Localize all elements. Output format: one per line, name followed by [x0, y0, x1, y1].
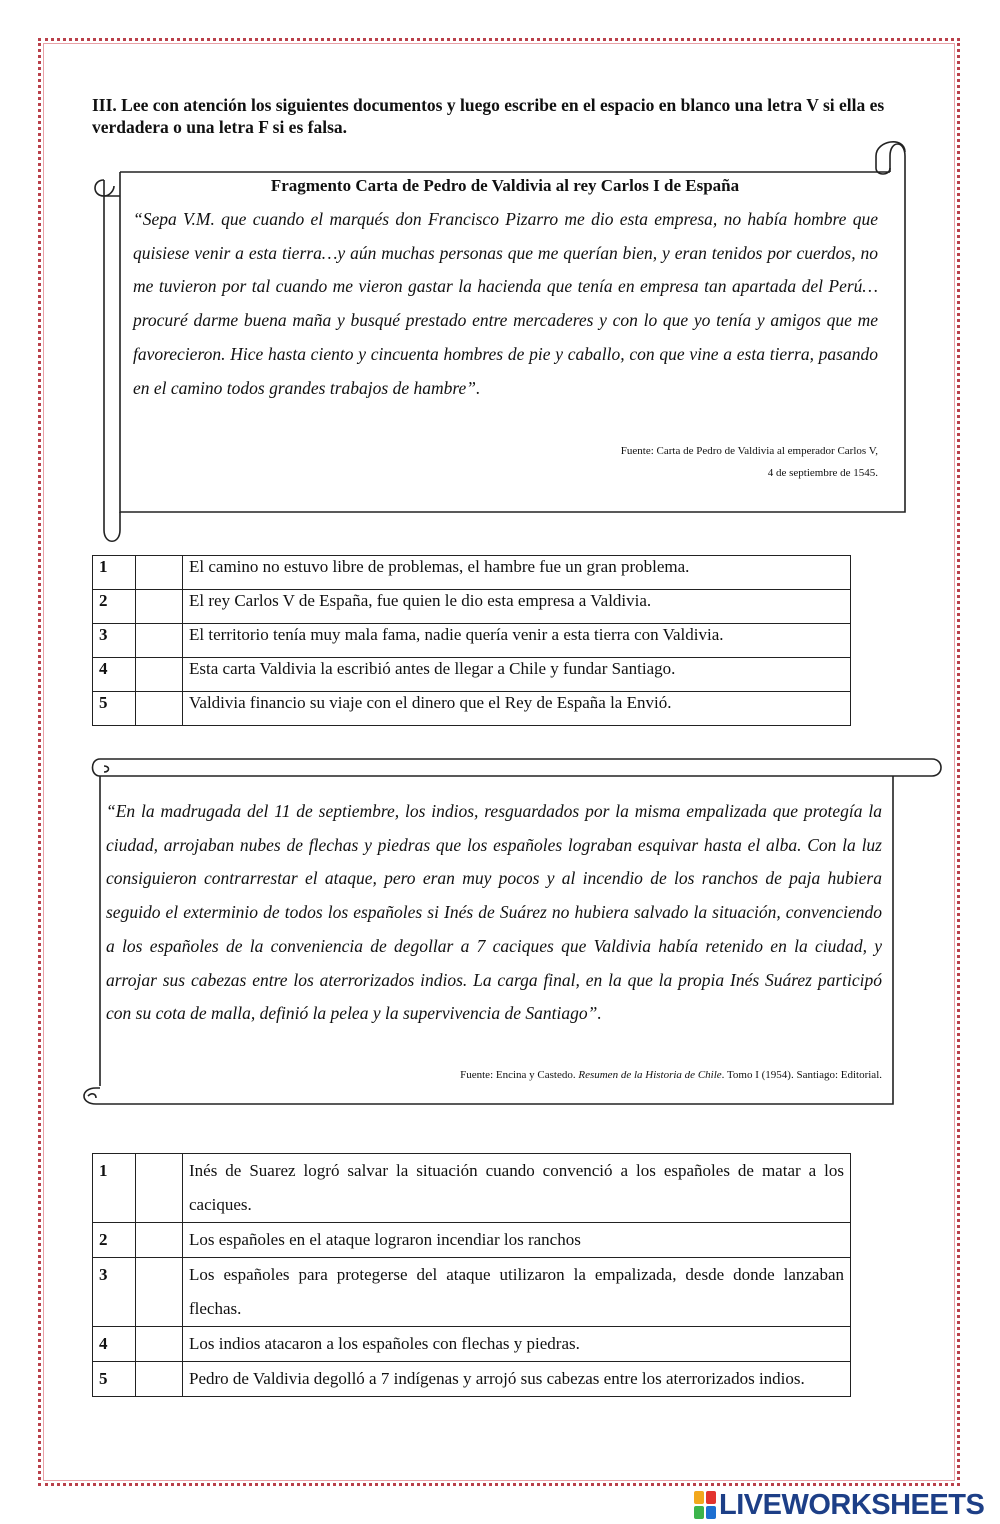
- row-number: 2: [93, 1223, 136, 1258]
- answer-blank[interactable]: [136, 590, 183, 624]
- logo-square: [694, 1491, 704, 1504]
- answer-blank[interactable]: [136, 556, 183, 590]
- answer-blank[interactable]: [136, 1258, 183, 1327]
- logo-mark-icon: [694, 1491, 716, 1519]
- logo-square: [706, 1506, 716, 1519]
- statement: El rey Carlos V de España, fue quien le dio esta empresa a Valdivia.: [183, 590, 851, 624]
- liveworksheets-logo: [694, 1488, 984, 1522]
- row-number: 2: [93, 590, 136, 624]
- true-false-table-2: [92, 1153, 851, 1397]
- document1-title: Fragmento Carta de Pedro de Valdivia al rey Carlos I de España: [270, 176, 740, 195]
- table-row: [93, 692, 851, 726]
- statement: Los indios atacaron a los españoles con flechas y piedras.: [183, 1327, 851, 1362]
- table-row: [93, 1327, 851, 1362]
- table-row: [93, 590, 851, 624]
- row-number: 3: [93, 1258, 136, 1327]
- statement: Los españoles en el ataque lograron incendiar los ranchos: [183, 1223, 851, 1258]
- instructions-heading: III. Lee con atención los siguientes documentos y luego escribe en el espacio en blanco una letra V si ella es verdadera o una letra F si es falsa.: [92, 95, 885, 137]
- answer-blank[interactable]: [136, 1362, 183, 1397]
- statement: Pedro de Valdivia degolló a 7 indígenas y arrojó sus cabezas entre los aterrorizados indios.: [183, 1362, 851, 1397]
- document1-source-line2: 4 de septiembre de 1545.: [767, 467, 878, 479]
- table-row: [93, 1223, 851, 1258]
- row-number: 4: [93, 1327, 136, 1362]
- answer-blank[interactable]: [136, 692, 183, 726]
- table-row: [93, 1258, 851, 1327]
- row-number: 5: [93, 1362, 136, 1397]
- statement: Valdivia financio su viaje con el dinero que el Rey de España la Envió.: [183, 692, 851, 726]
- document2-source-title: Resumen de la Historia de Chile: [578, 1069, 722, 1081]
- row-number: 3: [93, 624, 136, 658]
- statement: El territorio tenía muy mala fama, nadie quería venir a esta tierra con Valdivia.: [183, 624, 851, 658]
- row-number: 1: [93, 1154, 136, 1223]
- document2-source-prefix: Fuente: Encina y Castedo.: [460, 1069, 579, 1081]
- statement: Inés de Suarez logró salvar la situación cuando convenció a los españoles de matar a los caciques.: [183, 1154, 851, 1223]
- document1-source-line1: Fuente: Carta de Pedro de Valdivia al emperador Carlos V,: [620, 445, 878, 457]
- row-number: 4: [93, 658, 136, 692]
- true-false-table-1: [92, 555, 851, 726]
- logo-text: LIVEWORKSHEETS: [719, 1488, 985, 1521]
- document2-quote: “En la madrugada del 11 de septiembre, los indios, resguardados por la misma empalizada que protegía la ciudad, arrojaban nubes de flechas y piedras que los españoles lograban esquivar hasta el alba. Con la luz consiguieron contrarrestar el ataque, pero eran muy pocos y al incendio de los ranchos de paja hubiera seguido el exterminio de todos los españoles si Inés de Suárez no hubiera salvado la situación, convenciendo a los españoles de la conveniencia de degollar a 7 caciques que Valdivia había retenido en la ciudad, y arrojar sus cabezas entre los aterrorizados indios. La carga final, en la que la propia Inés Suárez participó con su cota de malla, definió la pelea y la supervivencia de Santiago”.: [106, 801, 882, 1024]
- table-row: [93, 658, 851, 692]
- statement: Esta carta Valdivia la escribió antes de llegar a Chile y fundar Santiago.: [183, 658, 851, 692]
- document2-source-suffix: . Tomo I (1954). Santiago: Editorial.: [721, 1069, 882, 1081]
- document1-quote: “Sepa V.M. que cuando el marqués don Francisco Pizarro me dio esta empresa, no había hombre que quisiese venir a esta tierra…y aún muchas personas que me querían bien, y eran tenidos por cuerdos, no me tuvieron por tal cuando me vieron gastar la hacienda que tenía en empresa tan apartada del Perú… procuré darme buena maña y busqué prestado entre mercaderes y con lo que yo tenía y amigos que me favorecieron. Hice hasta ciento y cincuenta hombres de pie y caballo, con que vine a esta tierra, pasando en el camino todos grandes trabajos de hambre”.: [133, 209, 878, 398]
- answer-blank[interactable]: [136, 1327, 183, 1362]
- statement: El camino no estuvo libre de problemas, el hambre fue un gran problema.: [183, 556, 851, 590]
- table-row: [93, 556, 851, 590]
- table-row: [93, 1154, 851, 1223]
- table-row: [93, 1362, 851, 1397]
- answer-blank[interactable]: [136, 658, 183, 692]
- statement: Los españoles para protegerse del ataque utilizaron la empalizada, desde donde lanzaban flechas.: [183, 1258, 851, 1327]
- logo-square: [694, 1506, 704, 1519]
- answer-blank[interactable]: [136, 1154, 183, 1223]
- row-number: 1: [93, 556, 136, 590]
- answer-blank[interactable]: [136, 1223, 183, 1258]
- row-number: 5: [93, 692, 136, 726]
- answer-blank[interactable]: [136, 624, 183, 658]
- document2-source: [300, 1069, 882, 1081]
- logo-square: [706, 1491, 716, 1504]
- table-row: [93, 624, 851, 658]
